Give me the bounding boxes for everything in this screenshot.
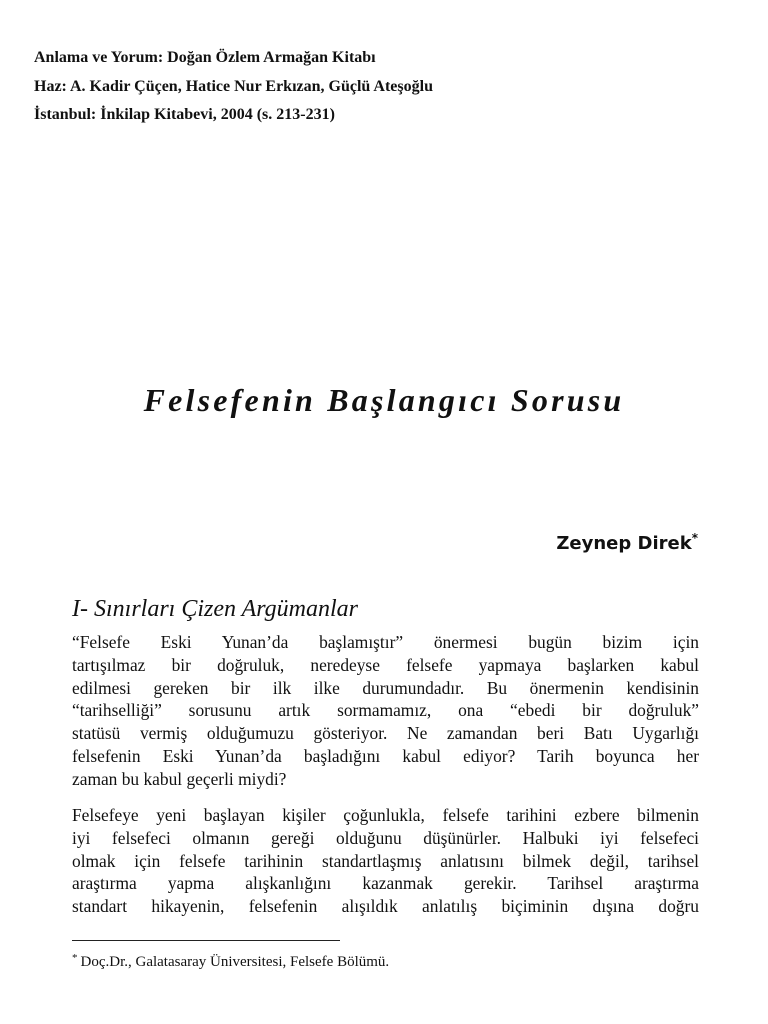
author-name: Zeynep Direk — [556, 533, 692, 554]
citation-line-publisher: İstanbul: İnkilap Kitabevi, 2004 (s. 213-231) — [34, 106, 335, 123]
paragraph-2 — [72, 804, 699, 918]
citation-line-book: Anlama ve Yorum: Doğan Özlem Armağan Kitabı — [34, 49, 376, 66]
paragraph-line: “Felsefe Eski Yunan’da başlamıştır” önermesi bugün bizim için — [72, 632, 699, 652]
paragraph-line: olmak için felsefe tarihinin standartlaşmış anlatısını bilmek değil, tarihsel — [72, 850, 699, 871]
section-heading: I- Sınırları Çizen Argümanlar — [72, 596, 359, 622]
article-title: Felsefenin Başlangıcı Sorusu — [143, 382, 625, 418]
paragraph-line: Felsefeye yeni başlayan kişiler çoğunlukla, felsefe tarihini ezbere bilmenin — [72, 805, 699, 825]
paragraph-line: tartışılmaz bir doğruluk, neredeyse felsefe yapmaya başlarken kabul — [72, 654, 699, 675]
paragraph-line: edilmesi gereken bir ilk ilke durumundadır. Bu önermenin kendisinin — [72, 677, 699, 698]
paragraph-line: statüsü vermiş olduğumuzu gösteriyor. Ne zamandan beri Batı Uygarlığı — [72, 723, 699, 744]
author-name-block — [556, 533, 698, 554]
footnote-divider — [72, 940, 340, 941]
citation-block — [34, 44, 734, 130]
citation-line-editors: Haz: A. Kadir Çüçen, Hatice Nur Erkızan, Güçlü Ateşoğlu — [34, 77, 433, 95]
author-footnote-mark: * — [691, 531, 698, 545]
footnote-mark: * — [72, 952, 78, 964]
paragraph-line: “tarihselliği” sorusunu artık sormamamız, ona “ebedi bir doğruluk” — [72, 700, 699, 721]
footnote-text: Doç.Dr., Galatasaray Üniversitesi, Felsefe Bölümü. — [80, 954, 390, 970]
paragraph-1 — [72, 631, 699, 791]
footnote — [72, 954, 389, 971]
paragraph-line: standart hikayenin, felsefenin alışıldık anlatılış biçiminin dışına doğru — [72, 896, 699, 917]
paragraph-line: felsefenin Eski Yunan’da başladığını kabul ediyor? Tarih boyunca her — [72, 745, 699, 766]
paragraph-line: araştırma yapma alışkanlığını kazanmak gerekir. Tarihsel araştırma — [72, 873, 699, 894]
paragraph-line: zaman bu kabul geçerli miydi? — [72, 768, 287, 789]
paragraph-line: iyi felsefeci olmanın gereği olduğunu düşünürler. Halbuki iyi felsefeci — [72, 827, 699, 848]
